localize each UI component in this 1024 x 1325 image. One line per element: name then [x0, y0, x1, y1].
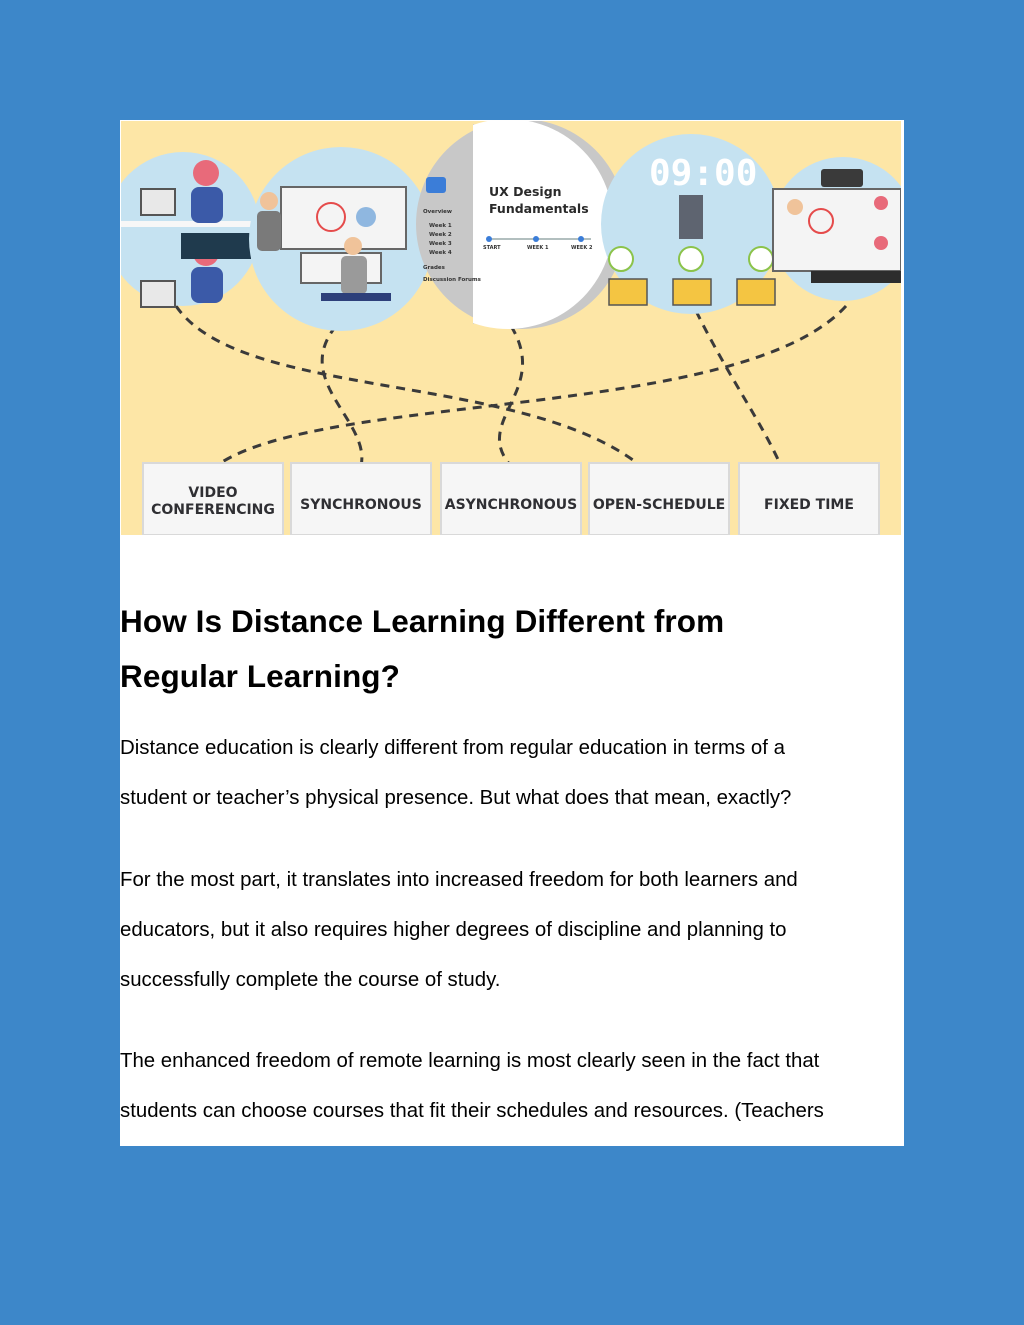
paragraph-1: [120, 723, 904, 823]
paragraph-line: For the most part, it translates into increased freedom for both learners and: [120, 869, 798, 891]
course-title-line1: UX Design: [489, 184, 562, 199]
webcam-icon: [821, 169, 863, 187]
category-labels: [143, 463, 879, 535]
course-menu-item: Week 2: [429, 232, 452, 238]
paragraph-line: students can choose courses that fit their schedules and resources. (Teachers: [120, 1100, 824, 1122]
paragraph-3: [120, 1036, 904, 1136]
label-card-synchronous: [291, 463, 431, 535]
article-heading: [120, 594, 904, 704]
clock-display: 09:00: [649, 153, 758, 194]
course-menu-item: Overview: [423, 209, 452, 215]
illustration-svg: [121, 121, 901, 535]
circle-asynchronous: [416, 121, 626, 329]
timeline-dot: [578, 236, 584, 242]
label-line: VIDEO: [188, 485, 238, 501]
circle-synchronous: [249, 147, 433, 331]
label-card-video-conferencing: [143, 463, 283, 535]
label-line: CONFERENCING: [151, 502, 275, 518]
label-line: FIXED TIME: [764, 497, 854, 513]
distance-learning-illustration: [121, 121, 901, 535]
label-card-fixed-time: [739, 463, 879, 535]
student-avatar-icon: [679, 247, 703, 271]
course-title-line2: Fundamentals: [489, 201, 589, 216]
paragraph-line: The enhanced freedom of remote learning is most clearly seen in the fact that: [120, 1050, 820, 1072]
paragraph-line: Distance education is clearly different from regular education in terms of a: [120, 737, 785, 759]
circle-open-schedule: [601, 134, 781, 314]
timeline-label: WEEK 2: [571, 245, 593, 251]
label-line: ASYNCHRONOUS: [444, 497, 578, 513]
heading-line: How Is Distance Learning Different from: [120, 603, 725, 639]
timeline-label: WEEK 1: [527, 245, 549, 251]
timeline-label: START: [483, 245, 501, 251]
course-menu-item: Week 1: [429, 223, 452, 229]
course-menu-item: Week 3: [429, 241, 452, 247]
monitor-icon: [737, 279, 775, 305]
label-card-open-schedule: [589, 463, 729, 535]
course-menu-item: Discussion Forums: [423, 277, 481, 283]
monitor-icon: [609, 279, 647, 305]
paragraph-line: educators, but it also requires higher degrees of discipline and planning to: [120, 919, 787, 941]
course-menu-item: Grades: [423, 265, 445, 271]
course-timeline-labels: [483, 245, 593, 251]
paragraph-line: successfully complete the course of study.: [120, 969, 501, 991]
label-line: OPEN-SCHEDULE: [592, 497, 726, 513]
course-menu-item: Week 4: [429, 250, 452, 256]
student-avatar-icon: [749, 247, 773, 271]
server-icon: [679, 195, 703, 239]
paragraph-line: student or teacher’s physical presence. But what does that mean, exactly?: [120, 787, 792, 809]
document-page: [120, 120, 904, 1146]
label-card-asynchronous: [441, 463, 581, 535]
paragraph-2: [120, 855, 904, 1005]
course-logo-icon: [426, 177, 446, 193]
student-avatar-icon: [609, 247, 633, 271]
monitor-icon: [673, 279, 711, 305]
heading-line: Regular Learning?: [120, 658, 400, 694]
timeline-dot: [486, 236, 492, 242]
timeline-dot: [533, 236, 539, 242]
label-line: SYNCHRONOUS: [300, 497, 422, 513]
